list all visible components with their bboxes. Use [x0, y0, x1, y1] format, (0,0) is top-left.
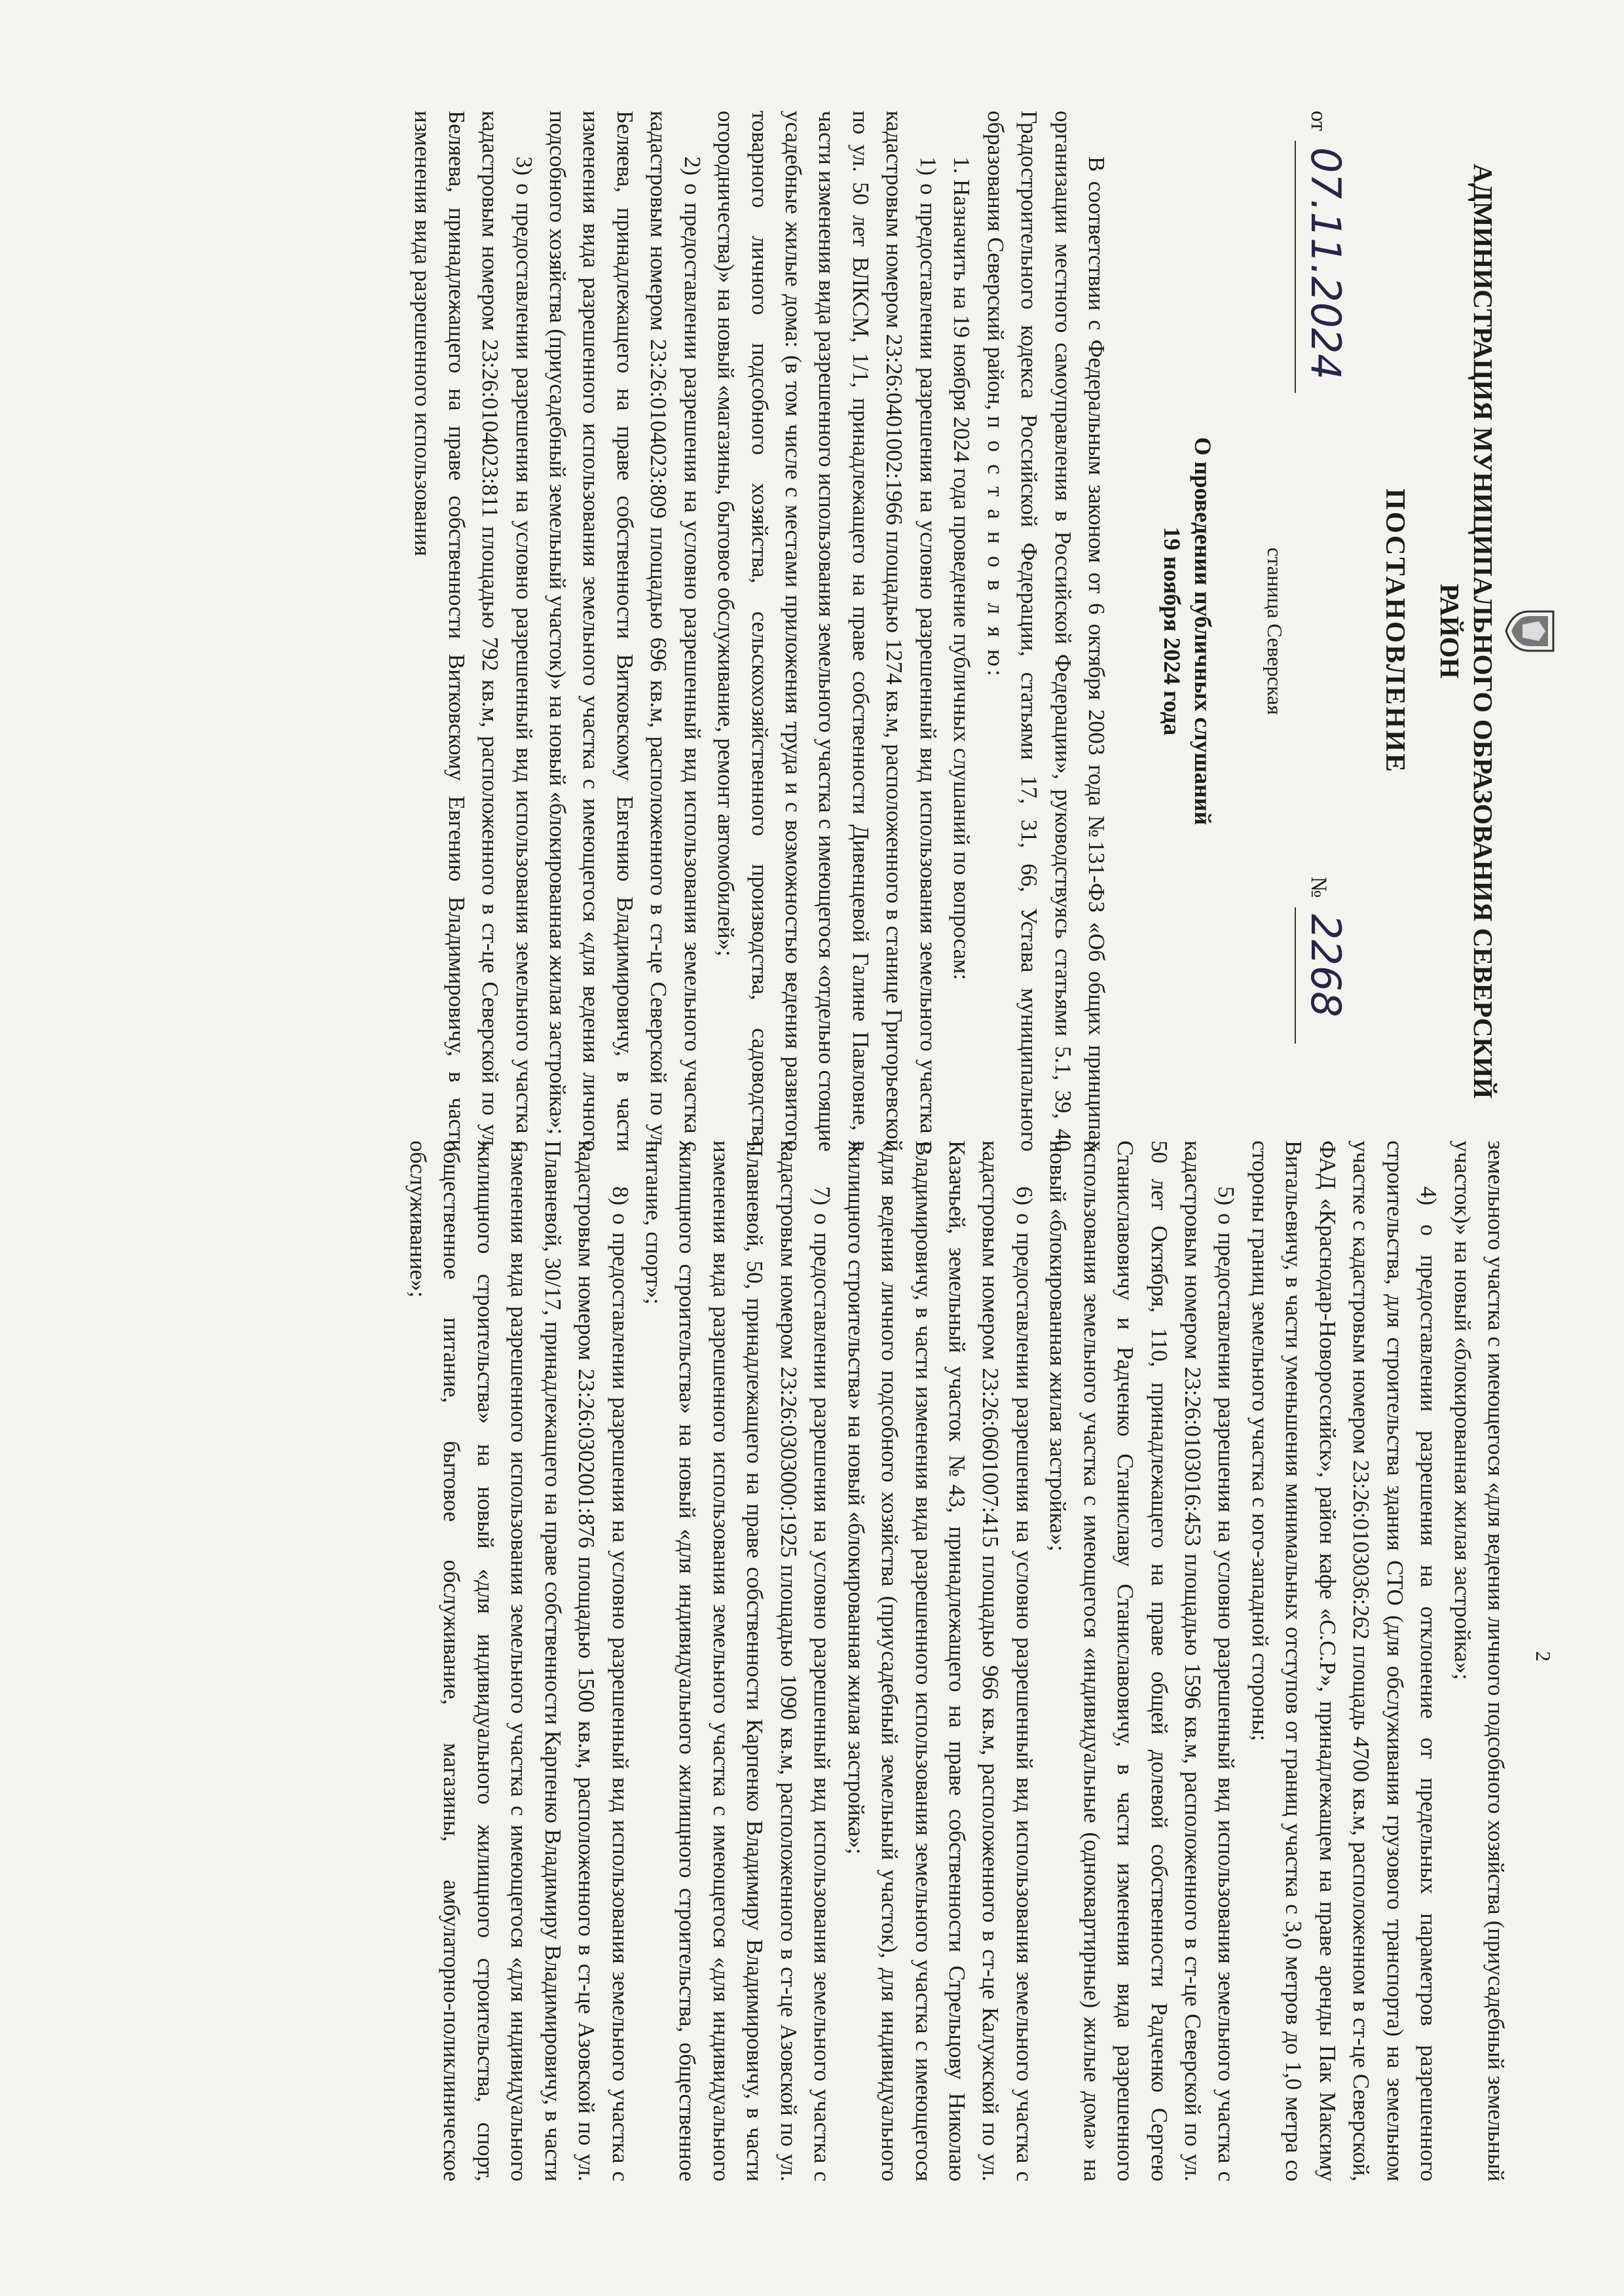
question-2: 2) о предоставлении разрешения на условно разрешенный вид использования земельного участка с кадастровым номером 23:26:0104023:809 площадью 696 кв.м, расположенного в ст-це Северской по ул. Беляева, принадлежащего на праве собственности Витковскому Евгению Владимировичу, в части изменения вида разрешенного использования земельного участка с имеющегося «для ведения личного подсобного хозяйства (приусадебный земельный участок)» на новый «блокированная жилая застройка»;	[545, 111, 705, 1152]
subject-line-2: 19 ноября 2024 года	[1159, 526, 1186, 736]
body-page-1	[406, 111, 1113, 1152]
question-8: 8) о предоставлении разрешения на условно разрешенный вид использования земельного участка с кадастровым номером 23:26:0302001:876 площадью 1500 кв.м, расположенного в ст-це Азовской по ул. Плавневой, 30/17, принадлежащего на праве собственности Карпенко Владимиру Владимировичу, в части изменения вида разрешенного использования земельного участка с имеющегося «для индивидуального жилищного строительства» на новый «для индивидуального жилищного строительства, спорт, общественное питание, бытовое обслуживание, магазины, амбулаторно-поликлиническое обслуживание»;	[405, 1140, 633, 2181]
body-page-2	[401, 1140, 1513, 2181]
preamble-paragraph	[978, 111, 1113, 1152]
question-1: 1) о предоставлении разрешения на условно разрешенный вид использования земельного участка с кадастровым номером 23:26:0401002:1966 площадью 1274 кв.м, расположенного в станице Григорьевской по ул. 50 лет ВЛКСМ, 1/1, принадлежащего на праве собственности Дивенцевой Галине Павловне, в части изменения вида разрешенного использования земельного участка с имеющегося «отдельно стоящие усадебные жилые дома: (в том числе с местами приложения труда и с возможностью ведения развитого товарного личного подсобного хозяйства, сельскохозяйственного производства, садоводства, огородничества)» на новый «магазины, бытовое обслуживание, ремонт автомобилей»;	[713, 111, 941, 1152]
page-1-half	[59, 91, 1565, 1171]
document-subject	[1156, 91, 1218, 1171]
item-1-intro: 1. Назначить на 19 ноября 2024 года проведение публичных слушаний по вопросам:	[949, 156, 975, 981]
question-3: 3) о предоставлении разрешения на условно разрешенный вид использования земельного участка с кадастровым номером 23:26:0104023:811 площадью 792 кв.м, расположенного в ст-це Северской по ул. Беляева, принадлежащего на праве собственности Витковскому Евгению Владимировичу, в части изменения вида разрешенного использования	[410, 111, 537, 1152]
number-prefix: №	[1306, 877, 1331, 898]
preamble-text: В соответствии с Федеральным законом от 6 октября 2003 года №131-ФЗ «Об общих принципах организации местного самоуправления в Российской Федерации», руководствуясь статьями 5.1, 39, 40 Градостроительного кодекса Российской Федерации, статьями 17, 31, 66, Устава муниципального образования Северский район,	[982, 111, 1109, 1152]
date-prefix: от	[1306, 111, 1331, 132]
question-3-continued: земельного участка с имеющегося «для ведения личного подсобного хозяйства (приусадебный земельный участок)» на новый «блокированная жилая застройка»;	[1449, 1140, 1509, 2181]
document-date	[1295, 111, 1356, 393]
question-5: 5) о предоставлении разрешения на условно разрешенный вид использования земельного участка с кадастровым номером 23:26:0103016:453 площадью 1596 кв.м, расположенного в ст-це Северской по ул. 50 лет Октября, 110, принадлежащего на праве общей долевой собственности Радченко Сергею Станиславовичу и Радченко Станиславу Станиславовичу, в части изменения вида разрешенного использования земельного участка с имеющегося «индивидуальные (одноквартирные) жилые дома» на новый «блокированная жилая застройка»;	[1045, 1140, 1240, 2181]
question-7: 7) о предоставлении разрешения на условно разрешенный вид использования земельного участка с кадастровым номером 23:26:0303000:1925 площадью 1090 кв.м, расположенного в ст-це Азовской по ул. Плавневой, 50, принадлежащего на праве собственности Карпенко Владимиру Владимировичу, в части изменения вида разрешенного использования земельного участка с имеющегося «для индивидуального жилищного строительства» на новый «для индивидуального жилищного строительства, общественное питание, спорт»;	[641, 1140, 836, 2181]
question-4: 4) о предоставлении разрешения на отклонение от предельных параметров разрешенного строительства, для строительства здания СТО (для обслуживания грузового транспорта) на земельном участке с кадастровым номером 23:26:0103036:262 площадь 4700 кв.м, расположенном в ст-це Северской, ФАД «Краснодар-Новороссийск», район кафе «С.С.Р», принадлежащем на праве аренды Пак Максиму Витальевичу, в части уменьшения минимальных отступов от границ участка с 3,0 метров до 1,0 метра со стороны границ земельного участка с юго-западной стороны;	[1247, 1140, 1442, 2181]
subject-line-1: О проведении публичных слушаний	[1190, 437, 1216, 826]
issue-place: станица Северская	[1263, 547, 1287, 715]
page-number: 2	[1532, 1651, 1555, 1662]
page-2-half	[59, 1121, 1565, 2201]
question-6: 6) о предоставлении разрешения на условно разрешенный вид использования земельного участка с кадастровым номером 23:26:0601007:415 площадью 966 кв.м, расположенного в ст-це Калужской по ул. Казачьей, земельный участок №43, принадлежащего на праве собственности Стрельцову Николаю Владимировичу, в части изменения вида разрешенного использования земельного участка с имеющегося «для ведения личного подсобного хозяйства (приусадебный земельный участок), для индивидуального жилищного строительства» на новый «блокированная жилая застройка»;	[843, 1140, 1037, 2181]
decree-word: п о с т а н о в л я ю:	[982, 416, 1008, 680]
administration-title: АДМИНИСТРАЦИЯ МУНИЦИПАЛЬНОГО ОБРАЗОВАНИЯ СЕВЕРСКИЙ РАЙОН	[1434, 164, 1498, 1099]
document-type: ПОСТАНОВЛЕНИЕ	[1380, 488, 1410, 774]
handwritten-number: 2268	[1295, 907, 1356, 1044]
coat-of-arms-icon	[1505, 608, 1559, 654]
handwritten-date: 07.11.2024	[1295, 141, 1356, 393]
document-number	[1295, 877, 1356, 1044]
